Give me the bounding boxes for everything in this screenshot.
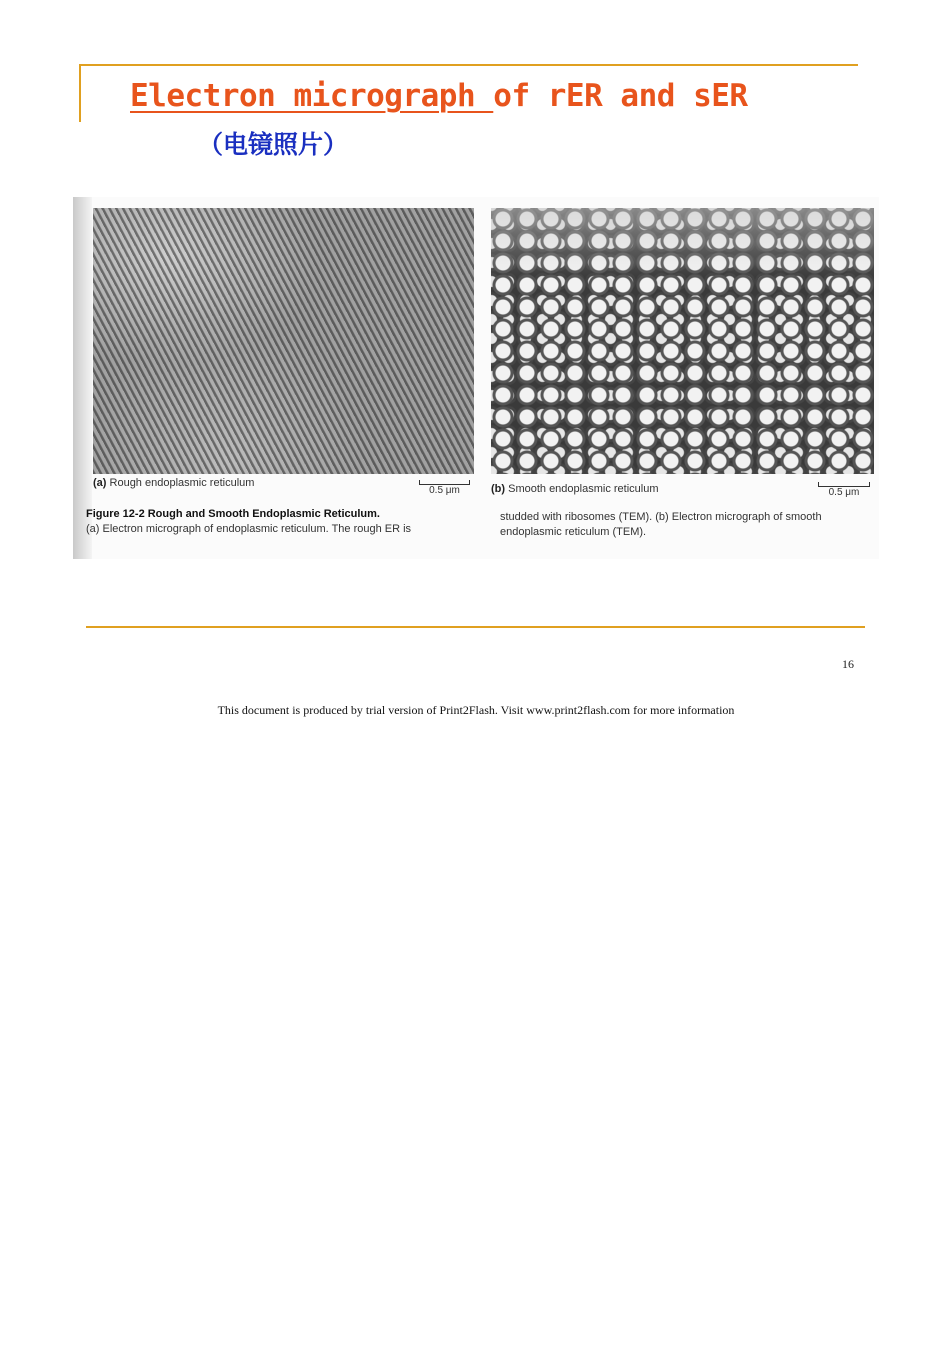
footer-divider-line bbox=[86, 626, 865, 628]
panel-a-scale-label: 0.5 μm bbox=[429, 485, 460, 496]
figure-legend-right-line2: endoplasmic reticulum (TEM). bbox=[500, 526, 647, 538]
panel-a-scale-bar bbox=[419, 480, 470, 496]
panel-a-caption bbox=[93, 477, 254, 489]
slide-title-rest: of rER and sER bbox=[493, 78, 748, 114]
figure-legend-right bbox=[500, 510, 822, 540]
figure-legend-left-line: (a) Electron micrograph of endoplasmic reticulum. The rough ER is bbox=[86, 523, 412, 535]
panel-b-caption-text: Smooth endoplasmic reticulum bbox=[505, 483, 659, 495]
panel-b-scale-bar bbox=[818, 482, 870, 498]
figure-scan-shadow bbox=[73, 197, 92, 559]
frame-top-line bbox=[79, 64, 858, 66]
frame-left-line bbox=[79, 64, 81, 122]
panel-b-caption bbox=[491, 483, 659, 495]
panel-a-caption-text: Rough endoplasmic reticulum bbox=[106, 477, 255, 489]
figure-legend-left bbox=[86, 507, 411, 537]
slide-title-underlined: Electron micrograph bbox=[130, 78, 494, 114]
panel-b-scale-label: 0.5 μm bbox=[828, 487, 860, 498]
rough-er-micrograph-image bbox=[93, 208, 474, 474]
figure-legend-right-line1: studded with ribosomes (TEM). (b) Electron micrograph of smooth bbox=[500, 511, 822, 523]
smooth-er-micrograph-image bbox=[491, 208, 874, 474]
micrograph-haze bbox=[491, 208, 874, 278]
slide-title bbox=[130, 78, 748, 114]
panel-a-caption-letter: (a) bbox=[93, 477, 107, 489]
page-number: 16 bbox=[842, 657, 854, 671]
slide-subtitle: （电镜照片） bbox=[198, 130, 349, 159]
trial-version-footer: This document is produced by trial version of Print2Flash. Visit www.print2flash.com for more information bbox=[217, 703, 735, 717]
figure-legend-heading: Figure 12-2 Rough and Smooth Endoplasmic Reticulum. bbox=[86, 508, 380, 520]
panel-b-caption-letter: (b) bbox=[491, 483, 506, 495]
